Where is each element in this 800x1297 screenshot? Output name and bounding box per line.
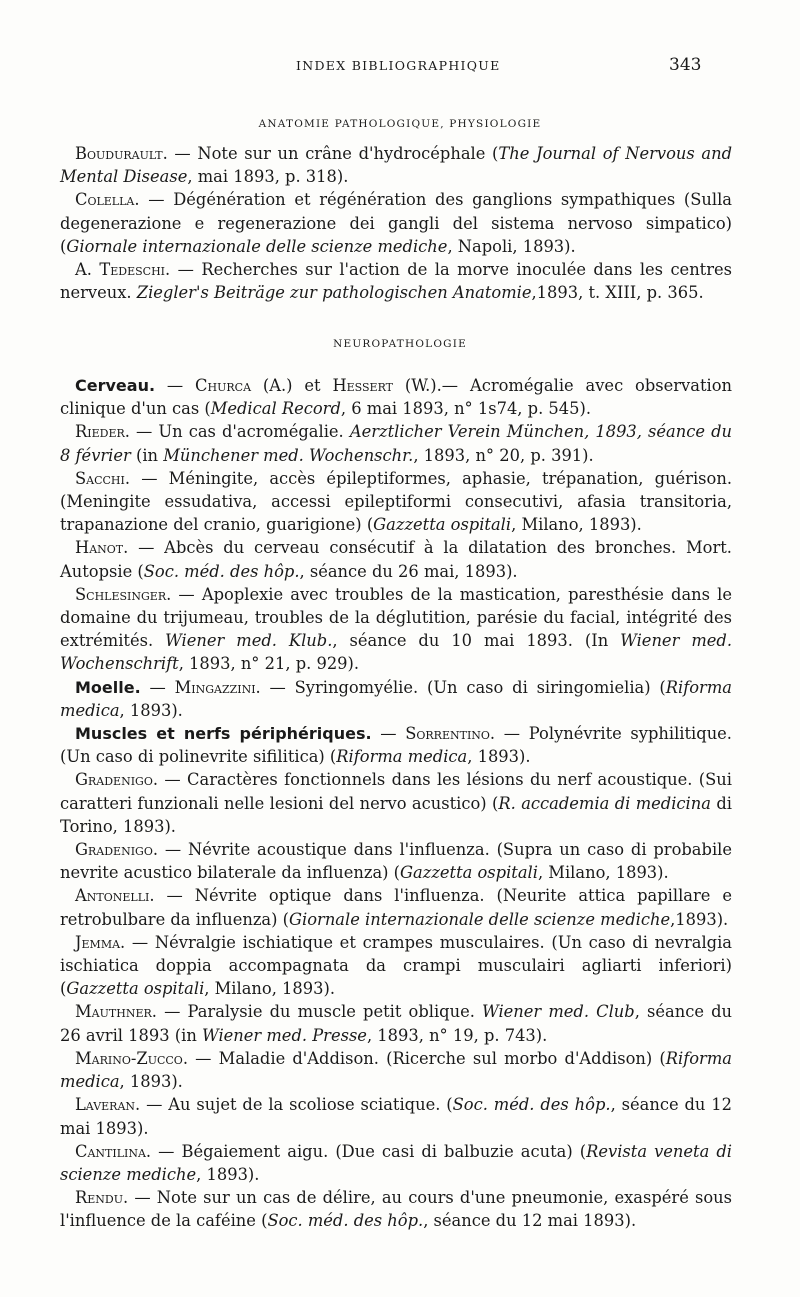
entry-text: — Polynévrite syphilitique. (Un caso di polinevrite sifilitica) ( [60, 724, 732, 767]
section-heading-neuropathologie: NEUROPATHOLOGIE [333, 338, 467, 350]
category-label: Cerveau. [75, 376, 156, 395]
author-name: Marino-Zucco. [75, 1048, 188, 1068]
author-name: Rieder. [75, 422, 130, 442]
entry-text: — Abcès du cerveau consécutif à la dilatation des bronches. Mort. Autopsie ( [60, 538, 732, 581]
author-name: Rendu. [75, 1188, 129, 1208]
author-name: Jemma. [75, 932, 126, 952]
bib-entry [60, 420, 732, 466]
entry-text: — [155, 376, 196, 395]
bib-entry [60, 188, 732, 258]
author-name: Mingazzini. [174, 677, 261, 697]
entry-text: — Au sujet de la scoliose sciatique. ( [140, 1095, 453, 1115]
category-label: Moelle. [75, 677, 141, 697]
entry-text: — Dégénération et régénération des ganglions sympathiques (Sulla degenerazione e regenerazione dei gangli del sistema nervoso simpatico) ( [60, 190, 732, 256]
author-name: Gradenigo. [75, 840, 159, 860]
publication-title: Aerztlicher Verein München, 1893, séance du 8 février [60, 422, 732, 465]
author-name: Sorrentino. [405, 724, 496, 744]
author-name: Boudurault. [75, 144, 168, 163]
author-name: Antonelli. [75, 886, 155, 906]
entries-anatomie [60, 142, 732, 304]
entry-text: — Caractères fonctionnels dans les lésions du nerf acoustique. (Sui caratteri funzionali nelle lesioni del nervo acustico) ( [60, 770, 732, 813]
entry-text: , séance du 12 mai 1893). [423, 1211, 637, 1231]
bib-entry [60, 258, 732, 304]
publication-title: Revista veneta di scienze mediche [60, 1141, 732, 1184]
entry-text: , Milano, 1893). [511, 515, 642, 535]
author-name: Hessert [332, 376, 393, 395]
author-name: Mauthner. [75, 1002, 157, 1022]
entry-text: ,1893, t. XIII, p. 365. [531, 283, 704, 303]
publication-title: Wiener med. Presse [202, 1025, 367, 1045]
bib-entry [60, 1140, 732, 1186]
author-name: Laveran. [75, 1095, 141, 1115]
bib-entry [60, 768, 732, 838]
author-name: Cantilina. [75, 1141, 152, 1161]
bib-entry [60, 583, 732, 676]
entry-text: — Bégaiement aigu. (Due casi di balbuzie acuta) ( [151, 1141, 587, 1161]
entry-text: — Un cas d'acromégalie. [129, 422, 350, 442]
entries-neuropathologie [60, 374, 732, 1233]
entry-text: — Note sur un crâne d'hydrocéphale ( [167, 144, 499, 163]
publication-title: Medical Record [210, 399, 341, 419]
entry-text: — Syringomyélie. (Un caso di siringomielia) ( [260, 677, 666, 697]
running-title: INDEX BIBLIOGRAPHIQUE [296, 58, 501, 73]
entry-text: — Apoplexie avec troubles de la mastication, paresthésie dans le domaine du trijumeau, troubles de la déglutition, parésie du facial, intégrité des extrémités. [60, 584, 732, 651]
bib-entry [60, 1000, 732, 1046]
publication-title: Riforma medica [60, 677, 732, 720]
entry-text: , séance du 26 avril 1893 (in [60, 1002, 732, 1045]
publication-title: Ziegler's Beiträge zur pathologischen Anatomie [136, 283, 532, 303]
entry-text: , Napoli, 1893). [447, 236, 576, 256]
category-label: Muscles et nerfs périphériques. [75, 724, 372, 744]
publication-title: Soc. méd. des hôp. [452, 1095, 611, 1115]
publication-title: Soc. méd. des hôp. [143, 561, 300, 581]
entry-text: (W.).— Acromégalie avec observation clinique d'un cas ( [60, 376, 732, 419]
entry-text: , 1893, n° 21, p. 929). [178, 654, 360, 674]
bib-entry [60, 722, 732, 768]
entry-text: — Méningite, accès épileptiformes, aphasie, trépanation, guérison. (Meningite essudativa, accessi epileptiformi consecutivi, afasia transitoria, trapanazione del cranio, guarigione) ( [60, 468, 732, 535]
entry-text: , séance du 12 mai 1893). [60, 1095, 733, 1138]
publication-title: Riforma medica [60, 1048, 732, 1092]
publication-title: Soc. méd. des hôp. [267, 1211, 424, 1231]
entry-text: A. [75, 260, 100, 280]
entry-text: (A.) et [251, 376, 333, 395]
bib-entry [60, 536, 732, 582]
bib-entry [60, 1093, 732, 1139]
publication-title: Gazzetta ospitali [373, 515, 512, 535]
author-name: Hanot. [75, 538, 129, 558]
publication-title: Wiener med. Club [482, 1002, 635, 1022]
author-name: Gradenigo. [75, 770, 159, 790]
entry-text: di Torino, 1893). [60, 793, 732, 836]
bib-entry [60, 838, 732, 884]
bib-entry [60, 1047, 732, 1093]
entry-text: — [371, 724, 406, 744]
publication-title: Münchener med. Wochenschr. [163, 445, 414, 465]
page-number: 343 [669, 55, 702, 75]
entry-text: , mai 1893, p. 318). [187, 167, 349, 187]
entry-text: — Névrite optique dans l'influenza. (Neurite attica papillare e retrobulbare da influenza) ( [60, 886, 732, 929]
entry-text: ,1893). [670, 909, 729, 929]
entry-text: , 1893, n° 19, p. 743). [366, 1025, 548, 1045]
publication-title: Gazzetta ospitali [66, 979, 205, 999]
entry-text: — Paralysie du muscle petit oblique. [156, 1002, 483, 1022]
publication-title: Gazzetta ospitali [400, 863, 538, 883]
publication-title: R. accademia di medicina [498, 793, 711, 813]
entry-text: — Note sur un cas de délire, au cours d'une pneumonie, exaspéré sous l'influence de la caféine ( [60, 1188, 732, 1231]
publication-title: Wiener med. Klub. [165, 631, 333, 651]
author-name: Tedeschi. [99, 260, 171, 280]
publication-title: Riforma medica [336, 747, 468, 767]
bib-entry [60, 884, 732, 930]
publication-title: Giornale internazionale delle scienze mediche [289, 909, 671, 929]
entry-text: — Recherches sur l'action de la morve inoculée dans les centres nerveux. [60, 260, 732, 303]
entry-text: , 1893). [119, 1072, 183, 1092]
publication-title: Giornale internazionale delle scienze mediche [66, 236, 448, 256]
entry-text: , séance du 10 mai 1893. (In [332, 631, 621, 651]
bib-entry [60, 467, 732, 537]
entry-text: , 1893). [196, 1164, 260, 1184]
entry-text: , 6 mai 1893, n° 1s74, p. 545). [340, 399, 592, 419]
entry-text: , Milano, 1893). [537, 863, 669, 883]
author-name: Churca [195, 376, 252, 395]
entry-text: , 1893, n° 20, p. 391). [413, 445, 594, 465]
author-name: Schlesinger. [75, 584, 172, 604]
author-name: Colella. [75, 190, 140, 210]
bib-entry [60, 374, 732, 420]
entry-text: (in [130, 445, 164, 465]
entry-text: , Milano, 1893). [204, 979, 336, 999]
entry-text: , 1893). [119, 700, 183, 720]
entry-text: — Névrite acoustique dans l'influenza. (Supra un caso di probabile nevrite acustico bilaterale da influenza) ( [60, 840, 732, 883]
publication-title: Wiener med. Wochenschrift [60, 631, 732, 674]
bib-entry [60, 142, 732, 188]
running-header [0, 55, 800, 82]
entry-text: , séance du 26 mai, 1893). [299, 561, 518, 581]
bib-entry [60, 1186, 732, 1232]
entry-text: , 1893). [467, 747, 531, 767]
bib-entry [60, 931, 732, 1001]
author-name: Sacchi. [75, 468, 131, 488]
publication-title: The Journal of Nervous and Mental Disease [60, 144, 732, 187]
bib-entry [60, 676, 732, 722]
entry-text: — Maladie d'Addison. (Ricerche sul morbo d'Addison) ( [188, 1048, 666, 1068]
entry-text: — Névralgie ischiatique et crampes musculaires. (Un caso di nevralgia ischiatica doppia accompagnata da crampi musculairi agliarti inferiori) ( [60, 932, 732, 999]
entry-text: — [140, 677, 175, 697]
section-heading-anatomie: ANATOMIE PATHOLOGIQUE, PHYSIOLOGIE [258, 118, 542, 130]
